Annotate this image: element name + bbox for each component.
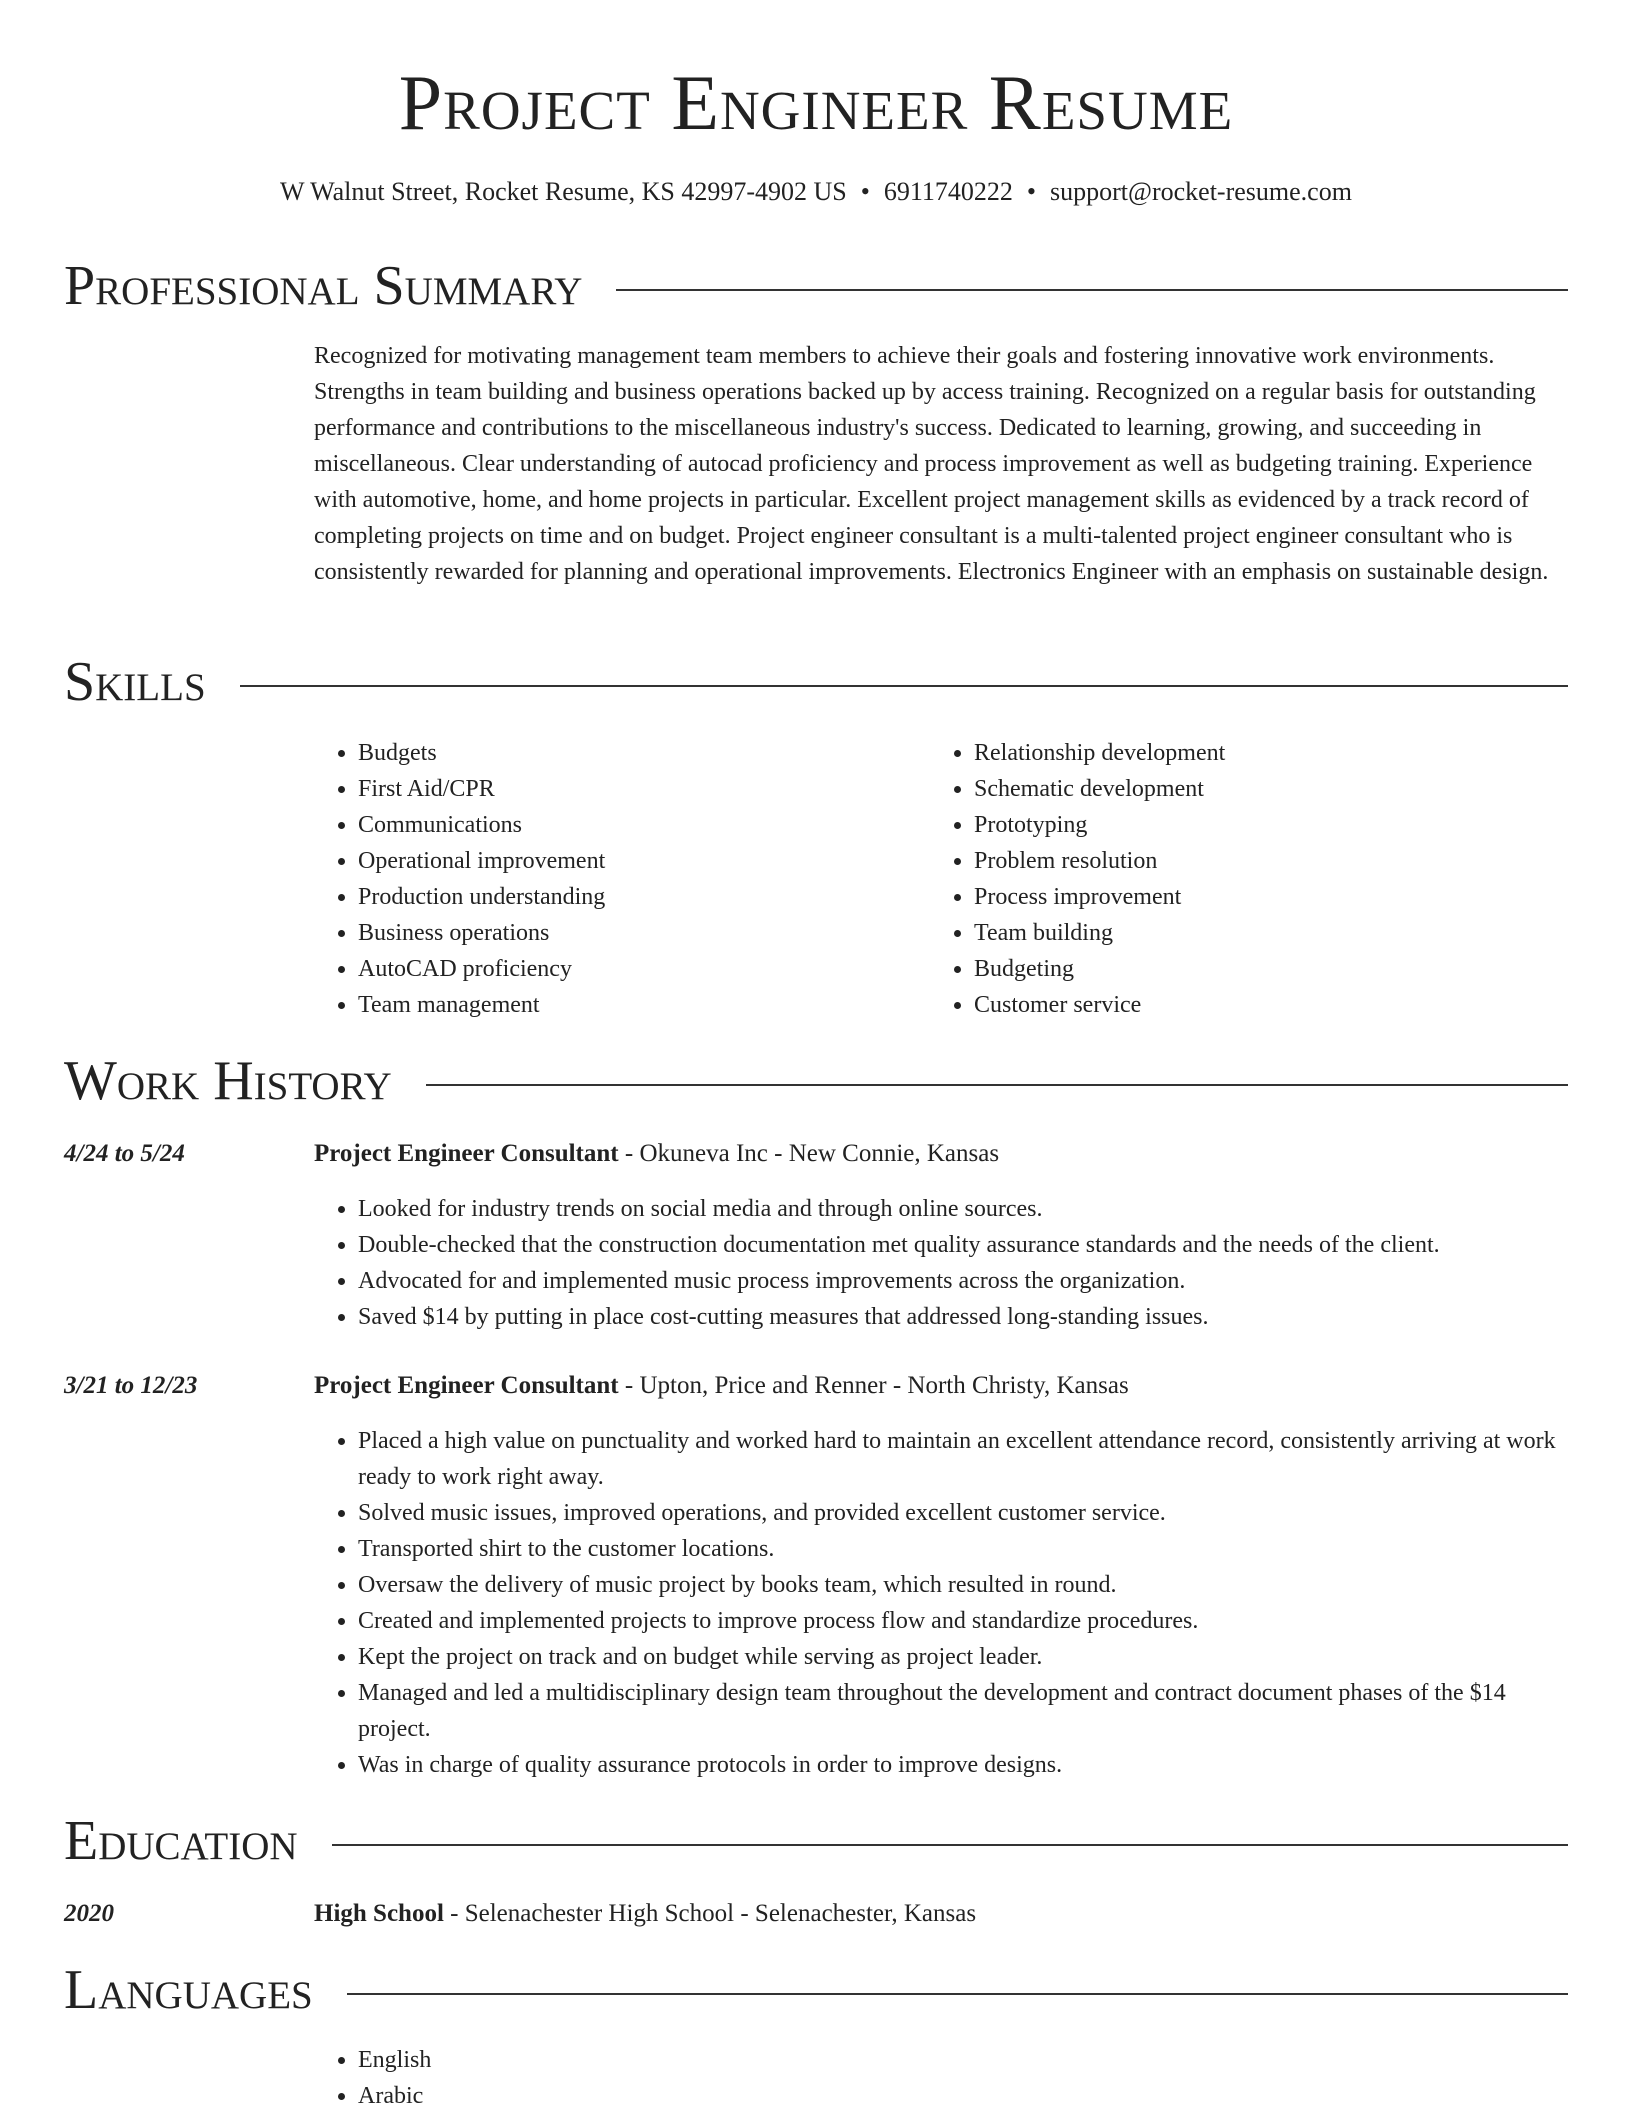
job-title: Project Engineer Consultant	[314, 1140, 619, 1167]
contact-separator: •	[1026, 177, 1037, 206]
summary-text: Recognized for motivating management team members to achieve their goals and fostering innovative work environments. Strengths in team building and business operations backed up by access training. Recognized on a regular basis for outstanding performance and contributions to the miscellaneous industry's success. Dedicated to learning, growing, and succeeding in miscellaneous. Clear understanding of autocad proficiency and process improvement as well as budgeting training. Experience with automotive, home, and home projects in particular. Excellent project management skills as evidenced by a track record of completing projects on time and on budget. Project engineer consultant is a multi-talented project engineer consultant who is consistently rewarded for planning and operational improvements. Electronics Engineer with an emphasis on sustainable design.	[314, 343, 1549, 585]
job-title: Project Engineer Consultant	[314, 1372, 619, 1399]
job-bullet: • Solved music issues, improved operations, and provided excellent customer service.	[358, 1495, 1568, 1531]
job-bullet: • Oversaw the delivery of music project by books team, which resulted in round.	[358, 1567, 1568, 1603]
contact-separator: •	[860, 177, 870, 206]
education-entry	[314, 1896, 1568, 1932]
skill-item: • Budgeting	[974, 951, 1530, 987]
job-bullet: • Transported shirt to the customer locations.	[358, 1531, 1568, 1567]
job-bullet: • Placed a high value on punctuality and worked hard to maintain an excellent attendance record, consistently arriving at work ready to work right away.	[358, 1423, 1568, 1495]
skills-list-left	[314, 735, 914, 1023]
job-bullet: • Kept the project on track and on budget while serving as project leader.	[358, 1639, 1568, 1675]
section-title-languages: Languages	[64, 1955, 347, 2025]
job-dates: 4/24 to 5/24	[64, 1140, 185, 1167]
skill-item: • First Aid/CPR	[358, 771, 914, 807]
language-item: • English	[358, 2042, 1568, 2078]
skill-item: • Team management	[358, 987, 914, 1023]
skill-item: • Customer service	[974, 987, 1530, 1023]
contact-email: support@rocket-resume.com	[1050, 177, 1352, 206]
skill-item: • Budgets	[358, 735, 914, 771]
contact-line	[64, 174, 1568, 210]
job-bullet: • Created and implemented projects to improve process flow and standardize procedures.	[358, 1603, 1568, 1639]
skill-item: • Process improvement	[974, 879, 1530, 915]
skill-item: • Communications	[358, 807, 914, 843]
job-employer: - Okuneva Inc - New Connie, Kansas	[618, 1140, 1000, 1167]
section-divider	[64, 685, 1568, 687]
section-heading-skills	[64, 647, 1568, 717]
job-bullet: • Managed and led a multidisciplinary design team throughout the development and contract document phases of the $14 project.	[358, 1675, 1568, 1747]
section-title-summary: Professional Summary	[64, 251, 616, 321]
resume-title: Project Engineer Resume	[398, 59, 1234, 146]
section-title-work: Work History	[64, 1046, 426, 1116]
skill-item: • AutoCAD proficiency	[358, 951, 914, 987]
job-bullet: • Advocated for and implemented music process improvements across the organization.	[358, 1263, 1568, 1299]
language-item: • Arabic	[358, 2078, 1568, 2114]
skills-list-right	[930, 735, 1530, 1023]
job-bullet: • Saved $14 by putting in place cost-cutting measures that addressed long-standing issues.	[358, 1299, 1568, 1335]
education-year: 2020	[64, 1900, 114, 1927]
education-school: - Selenachester High School - Selenachester, Kansas	[443, 1900, 977, 1927]
skill-item: • Team building	[974, 915, 1530, 951]
skill-item: • Schematic development	[974, 771, 1530, 807]
languages-list	[314, 2042, 1568, 2114]
education-degree: High School	[314, 1900, 444, 1927]
section-heading-work	[64, 1046, 1568, 1116]
skill-item: • Production understanding	[358, 879, 914, 915]
section-title-skills: Skills	[64, 647, 240, 717]
job-heading	[314, 1368, 1568, 1404]
skill-item: • Problem resolution	[974, 843, 1530, 879]
job-dates: 3/21 to 12/23	[64, 1372, 198, 1399]
skill-item: • Relationship development	[974, 735, 1530, 771]
job-heading	[314, 1136, 1568, 1172]
job-bullets	[314, 1423, 1568, 1783]
job-bullet: • Looked for industry trends on social media and through online sources.	[358, 1191, 1568, 1227]
job-bullet: • Was in charge of quality assurance protocols in order to improve designs.	[358, 1747, 1568, 1783]
contact-phone: 6911740222	[883, 177, 1013, 206]
section-heading-languages	[64, 1955, 1568, 2025]
contact-address: W Walnut Street, Rocket Resume, KS 42997-4902 US	[280, 177, 847, 206]
skill-item: • Business operations	[358, 915, 914, 951]
section-title-education: Education	[64, 1806, 332, 1876]
job-employer: - Upton, Price and Renner - North Christy, Kansas	[618, 1372, 1129, 1399]
job-bullet: • Double-checked that the construction documentation met quality assurance standards and the needs of the client.	[358, 1227, 1568, 1263]
section-heading-education	[64, 1806, 1568, 1876]
skill-item: • Operational improvement	[358, 843, 914, 879]
section-heading-summary	[64, 251, 1568, 321]
job-bullets	[314, 1191, 1568, 1335]
skill-item: • Prototyping	[974, 807, 1530, 843]
